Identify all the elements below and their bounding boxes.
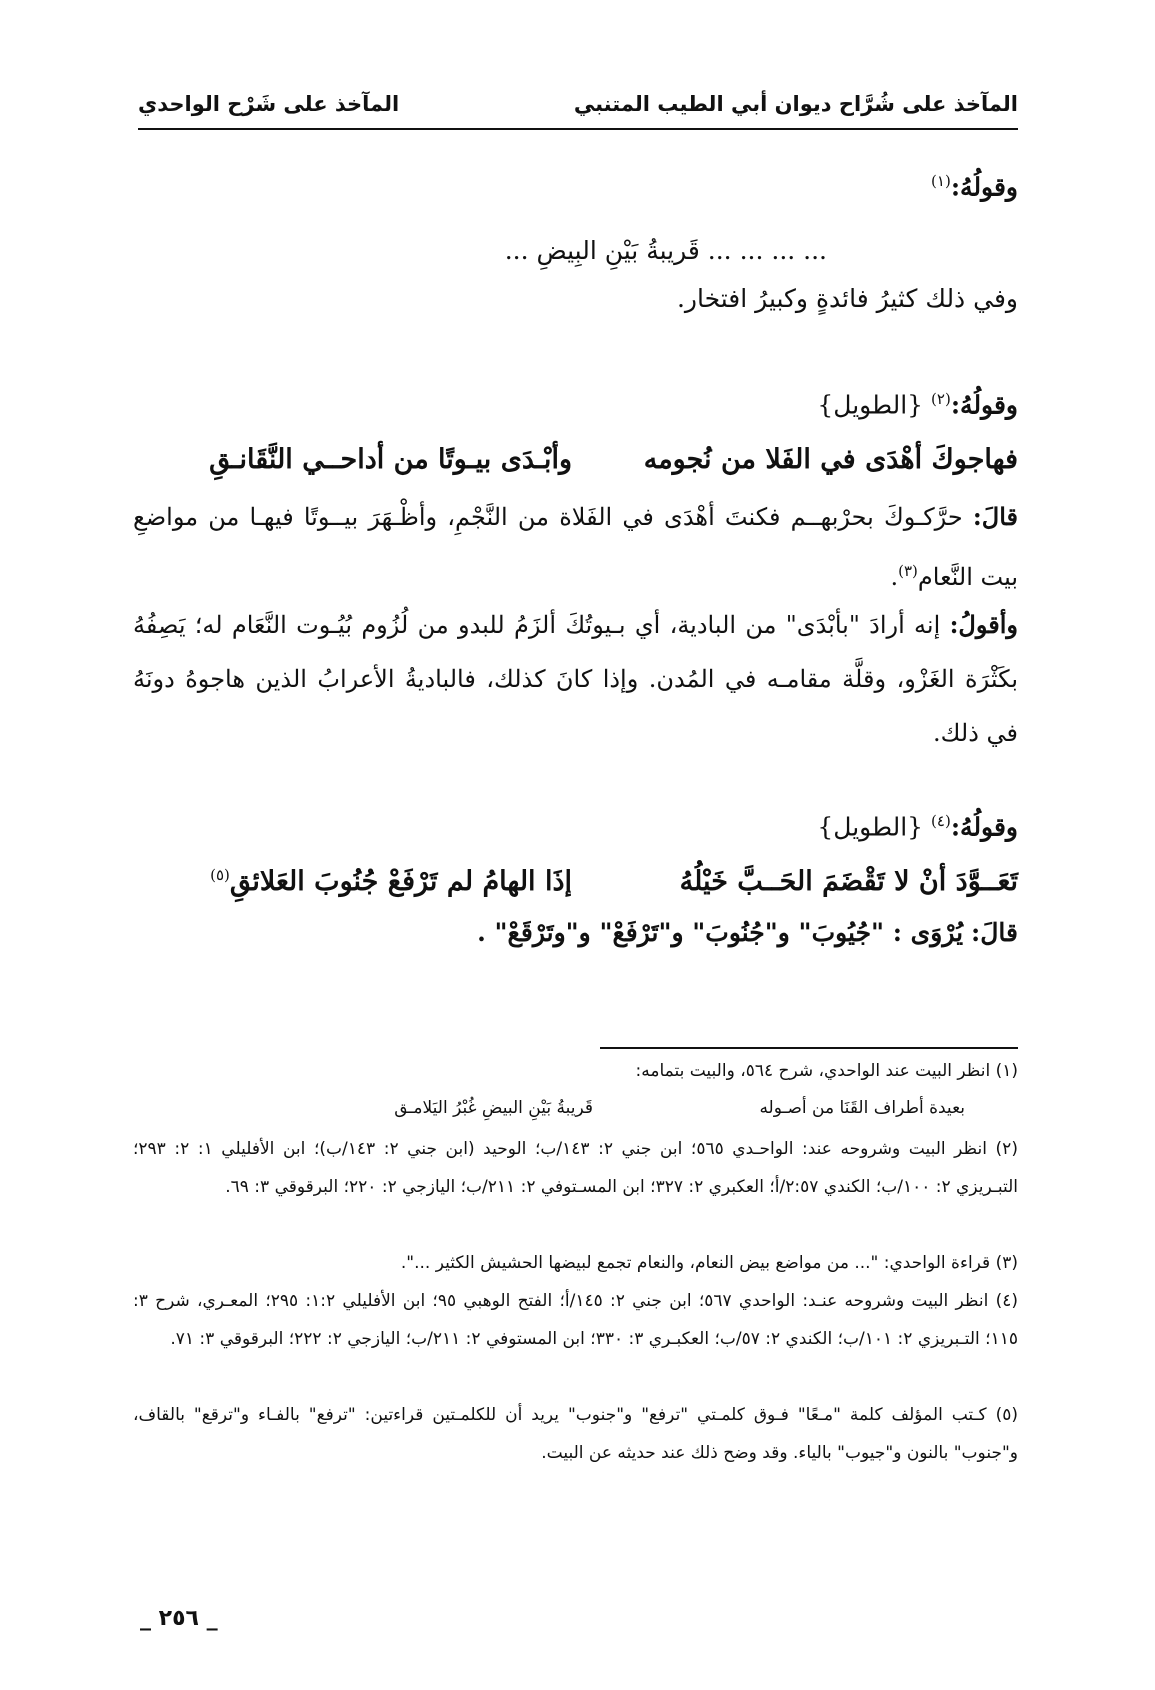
- footnote-ref-5[interactable]: (٥): [210, 866, 230, 884]
- block1-comment: وفي ذلك كثيرُ فائدةٍ وكبيرُ افتخار.: [676, 284, 1018, 313]
- block3-qala-line: قالَ: يُرْوَى : "جُيُوبَ" و"جُنُوبَ" و"تَرْفَعْ" و"وتَرْقَعْ" .: [477, 918, 1018, 947]
- footnote-2: (٢) انظر البيت وشروحه عند: الواحـدي ٥٦٥؛ ابن جني ٢: ١٤٣/ب؛ الوحيد (ابن جني ٢: ١٤٣/ب)؛ ابن الأفليلي ١: ٢: ٢٩٣؛ التبـريزي ٢: ١٠٠/ب؛ الكندي ٢:٥٧/أ؛ العكبري ٢: ٣٢٧؛ ابن المسـتوفي ٢: ٢١١/ب؛ اليازجي ٢: ٢٢٠؛ البرقوقي ٣: ٦٩.: [133, 1139, 1018, 1197]
- footnote-ref-3[interactable]: (٣): [898, 562, 918, 580]
- footnote-1-verse-second: قَريبةُ بَيْنِ البيضِ غُبْرُ اليَلامـق: [394, 1098, 593, 1118]
- block3-label-line: وقولُهُ:$^{(٤)}$ {الطويل}: [817, 812, 1018, 842]
- running-header: [138, 88, 1018, 130]
- block2-label-line: وقولُهُ:$^{(٢)}$ {الطويل}: [817, 390, 1018, 420]
- footnote-ref-4[interactable]: (٤): [931, 812, 951, 830]
- block3-verse-first-hemistich: تَعَــوَّدَ أنْ لا تَقْضَمَ الحَــبَّ خَيْلُهُ: [679, 866, 1018, 897]
- block2-qala-paragraph: قالَ: حرَّكـوكَ بحرْبهــم فكنتَ أهْدَى في الفَلاة من النَّجْمِ، وأظْـهَرَ بيــوتًا فيهـا من مواضعِ بيت النَّعام$^{(٣)}$.: [133, 502, 1018, 591]
- header-book-title: المآخذ على شُرَّاح ديوان أبي الطيب المتنبي: [573, 92, 1018, 116]
- block1-verse-fragment: ... ... ... ... قَريبةُ بَيْنِ البِيضِ ...: [504, 236, 827, 265]
- footnote-ref-2[interactable]: (٢): [931, 390, 951, 408]
- footnote-4: (٤) انظر البيت وشروحه عنـد: الواحدي ٥٦٧؛ ابن جني ٢: ١٤٥/أ؛ الفتح الوهبي ٩٥؛ ابن الأفليلي ١:٢: ٢٩٥؛ المعـري، شرح ٣: ١١٥؛ التـبريزي ٢: ١٠١/ب؛ الكندي ٢: ٥٧/ب؛ العكبـري ٣: ٣٣٠؛ ابن المستوفي ٢: ٢١١/ب؛ اليازجي ٢: ٢٢٢؛ البرقوقي ٣: ٧١.: [133, 1291, 1018, 1349]
- page-number: _ ٢٥٦ _: [140, 1606, 218, 1631]
- block2-verse-second-hemistich: وأبْـدَى بيـوتًا من أداحــي النَّقَانـقِ: [209, 444, 572, 475]
- block2-aqul-paragraph: وأقولُ: إنه أرادَ "بأبْدَى" من البادية، أي بـيوتُكَ ألزَمُ للبدو من لُزُوم بُيُـوت النَّعَام له؛ يَصِفُهُ بكَثْرَة الغَزْو، وقلَّة مقامـه في المُدن. وإذا كانَ كذلك، فالباديةُ الأعرابُ الذين هاجوهُ دونَهُ في ذلك.: [133, 610, 1018, 747]
- footnote-1-verse-first: بعيدة أطراف القَنَا من أصـوله: [759, 1098, 965, 1118]
- block2-verse-first-hemistich: فهاجوكَ أهْدَى في الفَلا من نُجومه: [643, 444, 1018, 475]
- block1-label: وقولُهُ:$^{(١)}$: [931, 172, 1018, 202]
- block3-verse-second-hemistich: إذَا الهامُ لم تَرْفَعْ جُنُوبَ العَلائقِ$^{(٥)}$: [210, 866, 572, 897]
- footnote-5: (٥) كـتب المؤلف كلمة "مـعًا" فـوق كلمـتي "ترفع" و"جنوب" يريد أن للكلمـتين قراءتين: "ترفع" بالفـاء و"ترقع" بالقاف، و"جنوب" بالنون و"جيوب" بالياء. وقد وضح ذلك عند حديثه عن البيت.: [133, 1405, 1018, 1463]
- footnote-divider: [600, 1047, 1018, 1049]
- meter-tag: {الطويل}: [817, 390, 924, 420]
- footnote-ref-1[interactable]: (١): [931, 172, 951, 190]
- header-section-title: المآخذ على شَرْح الواحدي: [138, 92, 400, 116]
- footnote-1: (١) انظر البيت عند الواحدي، شرح ٥٦٤، والبيت بتمامه:: [635, 1061, 1018, 1081]
- meter-tag: {الطويل}: [817, 812, 924, 842]
- footnote-3: (٣) قراءة الواحدي: "... من مواضع بيض النعام، والنعام تجمع لبيضها الحشيش الكثير ...".: [400, 1253, 1018, 1273]
